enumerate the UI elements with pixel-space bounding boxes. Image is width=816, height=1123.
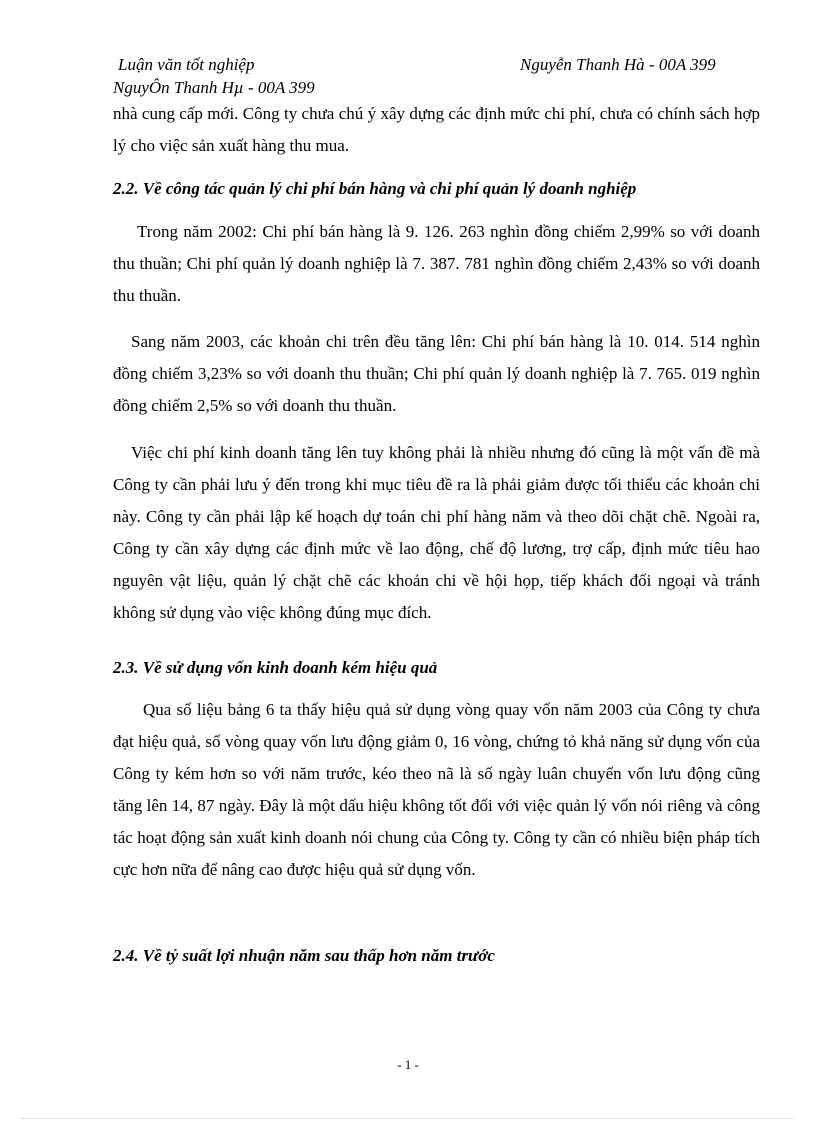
header-author: Nguyễn Thanh Hà - 00A 399 (520, 55, 716, 74)
header-author-garbled: NguyÔn Thanh Hµ - 00A 399 (113, 78, 315, 97)
section-heading-2-4: 2.4. Về tỷ suất lợi nhuận năm sau thấp hơn năm trước (113, 946, 495, 965)
page-number: - 1 - (397, 1057, 419, 1072)
paragraph-capital-efficiency: Qua số liệu bảng 6 ta thấy hiệu quả sử dụng vòng quay vốn năm 2003 của Công ty chưa đạt hiệu quả, số vòng quay vốn lưu động giảm 0, 16 vòng, chứng tỏ khả năng sử dụng vốn của Công ty kém hơn so với năm trước, kéo theo nã là số ngày luân chuyển vốn lưu động cũng tăng lên 14, 87 ngày. Đây là một dấu hiệu không tốt đối với việc quản lý vốn nói riêng và công tác hoạt động sản xuất kinh doanh nói chung của Công ty. Công ty cần có nhiều biện pháp tích cực hơn nữa để nâng cao được hiệu quả sử dụng vốn. (113, 700, 760, 879)
header-thesis-title: Luận văn tốt nghiệp (118, 55, 255, 74)
page-bottom-divider (22, 1118, 794, 1119)
paragraph-2003-costs: Sang năm 2003, các khoản chi trên đều tăng lên: Chi phí bán hàng là 10. 014. 514 nghìn đồng chiếm 3,23% so với doanh thu thuần; Chi phí quản lý doanh nghiệp là 7. 765. 019 nghìn đồng chiếm 2,5% so với doanh thu thuần. (113, 332, 760, 415)
paragraph-intro-continuation: nhà cung cấp mới. Công ty chưa chú ý xây dựng các định mức chi phí, chưa có chính sách hợp lý cho việc sản xuất hàng thu mua. (113, 104, 760, 155)
section-heading-2-2: 2.2. Về công tác quản lý chi phí bán hàng và chi phí quản lý doanh nghiệp (113, 179, 637, 198)
paragraph-2002-costs: Trong năm 2002: Chi phí bán hàng là 9. 126. 263 nghìn đồng chiếm 2,99% so với doanh thu thuần; Chi phí quản lý doanh nghiệp là 7. 387. 781 nghìn đồng chiếm 2,43% so với doanh thu thuần. (113, 222, 760, 305)
section-heading-2-3: 2.3. Về sử dụng vốn kinh doanh kém hiệu quả (113, 658, 438, 677)
paragraph-cost-management: Việc chi phí kinh doanh tăng lên tuy không phải là nhiều nhưng đó cũng là một vấn đề mà Công ty cần phải lưu ý đến trong khi mục tiêu đề ra là phải giảm được tối thiểu các khoản chi này. Công ty cần phải lập kế hoạch dự toán chi phí hàng năm và theo dõi chặt chẽ. Ngoài ra, Công ty cần xây dựng các định mức về lao động, chế độ lương, trợ cấp, định mức tiêu hao nguyên vật liệu, quản lý chặt chẽ các khoản chi về hội họp, tiếp khách đối ngoại và tránh không sử dụng vào việc không đúng mục đích. (113, 443, 760, 622)
